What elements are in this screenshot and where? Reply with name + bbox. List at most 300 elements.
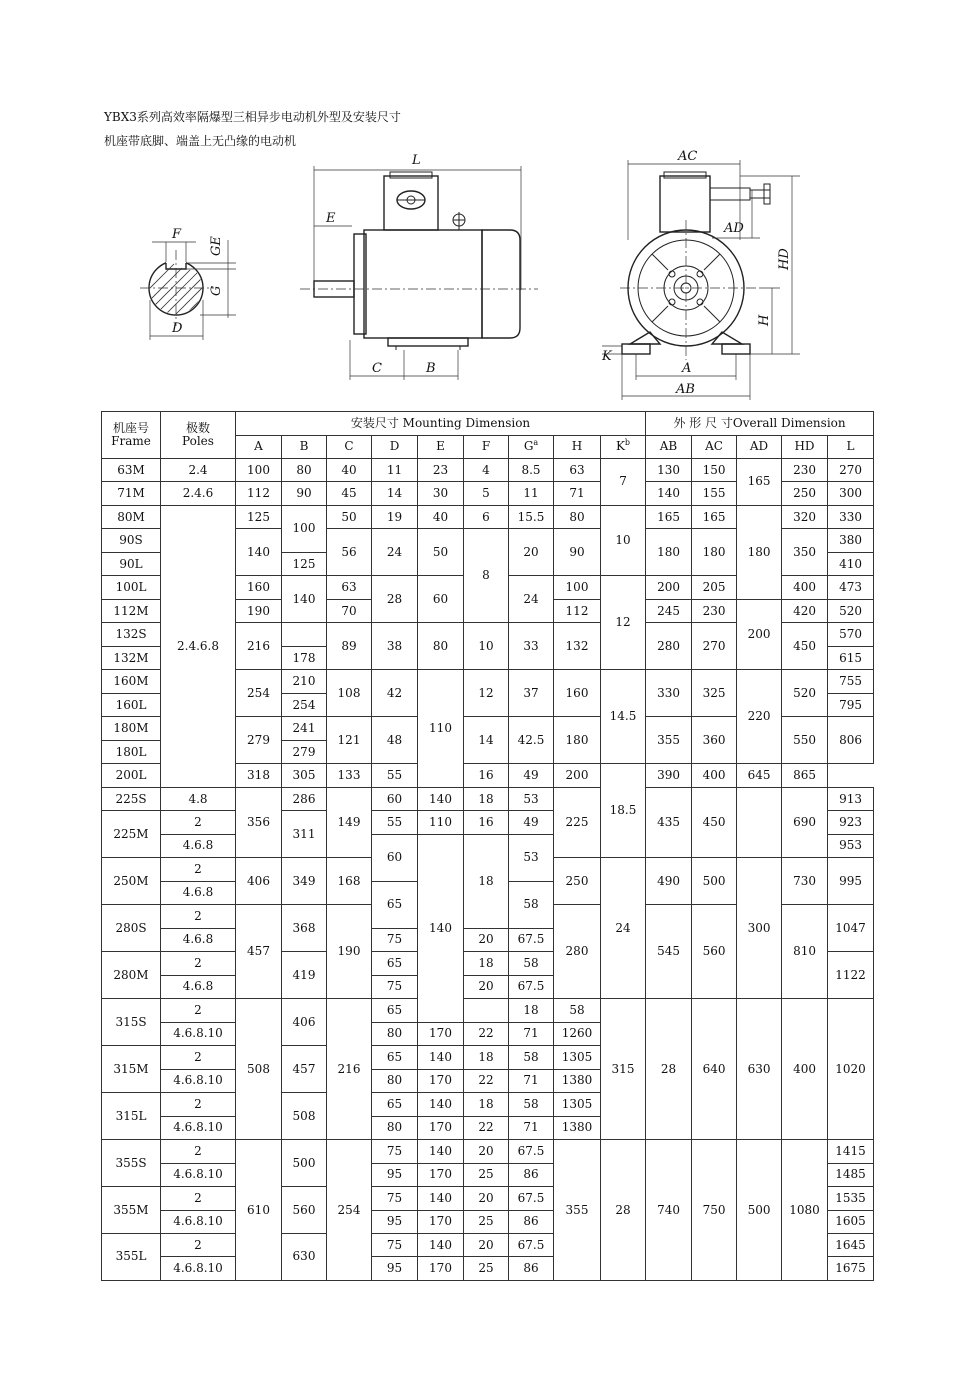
cell-L: 410 — [828, 552, 874, 575]
cell-H: 315 — [601, 999, 646, 1140]
cell-K: 28 — [646, 999, 692, 1140]
cell-D: 65 — [372, 1093, 418, 1116]
cell-B: 560 — [282, 1187, 327, 1234]
cell-AB: 140 — [646, 482, 692, 505]
cell-D: 65 — [372, 952, 418, 975]
cell-A: 160 — [236, 576, 282, 599]
col-header-G: $G^a$ — [509, 435, 554, 459]
cell-AC: 630 — [737, 999, 782, 1140]
cell-AD: 165 — [737, 459, 782, 506]
cell-D: 55 — [372, 764, 418, 787]
cell-D: 14 — [372, 482, 418, 505]
cell-poles: 4.6.8.10 — [161, 1210, 236, 1233]
cell-AC: 325 — [692, 670, 737, 717]
cell-F: 20 — [464, 928, 509, 951]
cell-B: 311 — [282, 811, 327, 858]
cell-F: 14 — [464, 717, 509, 764]
cell-frame: 90S — [102, 529, 161, 552]
cell-B: 368 — [282, 905, 327, 952]
cell-L: 1645 — [828, 1233, 874, 1256]
cell-poles: 2 — [161, 1046, 236, 1069]
col-header-B: B — [282, 435, 327, 459]
cell-frame: 200L — [102, 764, 161, 787]
cell-L: 995 — [828, 858, 874, 905]
cell-H: 160 — [554, 670, 601, 717]
cell-G: 53 — [509, 787, 554, 810]
cell-AC: 270 — [692, 623, 737, 670]
cell-L: 570 — [828, 623, 874, 646]
cell-C: 121 — [327, 717, 372, 764]
cell-F: 6 — [464, 505, 509, 528]
cell-E: 140 — [418, 1187, 464, 1210]
cell-H: 355 — [554, 1140, 601, 1281]
cell-F: 18 — [464, 1093, 509, 1116]
cell-D: 95 — [372, 1210, 418, 1233]
cell-G: 67.5 — [509, 1233, 554, 1256]
cell-HD: 550 — [782, 717, 828, 764]
dim-label-AD: AD — [724, 221, 744, 236]
cell-HD: 1020 — [828, 999, 874, 1140]
cell-B: 349 — [282, 858, 327, 905]
cell-B: 90 — [282, 482, 327, 505]
cell-L: 1047 — [828, 905, 874, 952]
cell-H: 71 — [554, 482, 601, 505]
cell-E: 140 — [418, 1140, 464, 1163]
cell-poles: 4.6.8.10 — [161, 1069, 236, 1092]
cell-G: 58 — [509, 952, 554, 975]
cell-F: 5 — [464, 482, 509, 505]
dim-label-GE: GE — [209, 236, 224, 256]
cell-AC: 155 — [692, 482, 737, 505]
cell-AB: 545 — [646, 905, 692, 999]
cell-G: 86 — [509, 1257, 554, 1281]
table-row — [102, 999, 874, 1022]
table-row — [102, 505, 874, 528]
cell-B: 80 — [282, 459, 327, 482]
cell-D: 55 — [372, 811, 418, 834]
cell-AB: 180 — [646, 529, 692, 576]
cell-C: 216 — [327, 999, 372, 1140]
cell-E: 140 — [418, 1046, 464, 1069]
cell-A: 406 — [236, 858, 282, 905]
cell-AD — [737, 787, 782, 857]
dim-label-L: L — [412, 153, 421, 168]
cell-F: 20 — [464, 975, 509, 998]
cell-E — [464, 999, 509, 1022]
cell-K: 24 — [601, 858, 646, 999]
cell-D: 65 — [372, 1046, 418, 1069]
cell-frame: 250M — [102, 858, 161, 905]
cell-E: 140 — [418, 1093, 464, 1116]
cell-F: 4 — [464, 459, 509, 482]
dim-label-E: E — [326, 211, 336, 226]
cell-AC: 560 — [692, 905, 737, 999]
cell-A: 457 — [236, 905, 282, 999]
cell-poles: 2 — [161, 1140, 236, 1163]
cell-F: 22 — [464, 1022, 509, 1045]
cell-D: 75 — [372, 1187, 418, 1210]
cell-F: 20 — [464, 1187, 509, 1210]
cell-L: 1305 — [554, 1046, 601, 1069]
cell-frame: 63M — [102, 459, 161, 482]
cell-D: 11 — [372, 459, 418, 482]
dim-label-HD: HD — [777, 248, 792, 270]
cell-AB: 640 — [692, 999, 737, 1140]
cell-D: 19 — [372, 505, 418, 528]
cell-F: 10 — [464, 623, 509, 670]
cell-frame: 315L — [102, 1093, 161, 1140]
cell-poles: 2 — [161, 1233, 236, 1256]
cell-D: 75 — [372, 1233, 418, 1256]
cell-A: 216 — [236, 623, 282, 670]
cell-G: 71 — [509, 1069, 554, 1092]
cell-C: 40 — [327, 459, 372, 482]
col-header-AC: AC — [692, 435, 737, 459]
cell-A: 140 — [236, 529, 282, 576]
cell-H: 100 — [554, 576, 601, 599]
cell-H: 132 — [554, 623, 601, 670]
cell-D: 65 — [372, 999, 418, 1022]
cell-C: 70 — [327, 599, 372, 622]
cell-frame: 355L — [102, 1233, 161, 1280]
dim-label-K: K — [602, 349, 612, 364]
cell-E: 80 — [418, 623, 464, 670]
cell-F: 18 — [464, 787, 509, 810]
cell-F: 8 — [464, 529, 509, 623]
cell-B: 508 — [282, 1093, 327, 1140]
col-header-E: E — [418, 435, 464, 459]
col-header-F: F — [464, 435, 509, 459]
cell-G: 53 — [509, 834, 554, 881]
cell-AC: 165 — [692, 505, 737, 528]
header-overall-dimension: 外 形 尺 寸Overall Dimension — [646, 412, 874, 436]
cell-F: 16 — [464, 764, 509, 787]
cell-E: 60 — [418, 576, 464, 623]
cell-L: 1675 — [828, 1257, 874, 1281]
cell-AB: 740 — [646, 1140, 692, 1281]
cell-C: 56 — [327, 529, 372, 576]
cell-B: 254 — [282, 693, 327, 716]
cell-G: 67.5 — [509, 928, 554, 951]
cell-A: 508 — [236, 999, 282, 1140]
cell-poles: 2 — [161, 1093, 236, 1116]
cell-E: 110 — [418, 670, 464, 787]
cell-G: 86 — [509, 1210, 554, 1233]
cell-L: 953 — [828, 834, 874, 857]
cell-frame: 132M — [102, 646, 161, 669]
cell-poles: 2.4.6.8 — [161, 505, 236, 787]
cell-poles: 2 — [161, 858, 236, 881]
cell-L: 1122 — [828, 952, 874, 999]
cell-HD: 230 — [782, 459, 828, 482]
cell-G: 15.5 — [509, 505, 554, 528]
cell-AC: 500 — [692, 858, 737, 905]
cell-D: 95 — [372, 1257, 418, 1281]
cell-L: 923 — [828, 811, 874, 834]
cell-B: 210 — [282, 670, 327, 693]
cell-frame: 71M — [102, 482, 161, 505]
cell-H: 63 — [554, 459, 601, 482]
cell-H: 90 — [554, 529, 601, 576]
cell-D: 42 — [372, 670, 418, 717]
cell-L: 795 — [828, 693, 874, 716]
dim-label-F: F — [172, 227, 182, 242]
cell-AD: 220 — [737, 670, 782, 764]
document-subtitle: 机座带底脚、端盖上无凸缘的电动机 — [104, 134, 297, 148]
cell-G: 67.5 — [509, 1187, 554, 1210]
cell-AC: 400 — [692, 764, 737, 787]
cell-B: 125 — [282, 552, 327, 575]
cell-poles: 4.8 — [161, 787, 236, 810]
col-header-L: L — [828, 435, 874, 459]
cell-AC: 360 — [692, 717, 737, 764]
dim-label-B: B — [426, 361, 436, 376]
cell-frame: 80M — [102, 505, 161, 528]
cell-L: 913 — [828, 787, 874, 810]
dim-label-AC: AC — [678, 149, 698, 164]
cell-F: 25 — [464, 1210, 509, 1233]
cell-poles: 4.6.8.10 — [161, 1022, 236, 1045]
cell-E: 30 — [418, 482, 464, 505]
cell-D: 75 — [372, 975, 418, 998]
cell-K: 18.5 — [601, 764, 646, 858]
cell-L: 1605 — [828, 1210, 874, 1233]
cell-K: 12 — [601, 576, 646, 670]
shaft-section-view — [124, 227, 236, 340]
cell-L: 300 — [828, 482, 874, 505]
cell-HD: 690 — [782, 787, 828, 857]
cell-L: 330 — [828, 505, 874, 528]
cell-A: 125 — [236, 505, 282, 528]
cell-B: 279 — [282, 740, 327, 763]
table-body — [102, 459, 874, 1281]
cell-H: 225 — [554, 787, 601, 857]
cell-frame: 315S — [102, 999, 161, 1046]
cell-L: 1305 — [554, 1093, 601, 1116]
cell-F: 22 — [464, 1069, 509, 1092]
cell-AC: 150 — [692, 459, 737, 482]
cell-L: 1260 — [554, 1022, 601, 1045]
cell-E: 140 — [418, 1233, 464, 1256]
cell-AB: 165 — [646, 505, 692, 528]
cell-poles: 2 — [161, 999, 236, 1022]
cell-G: 71 — [509, 1116, 554, 1139]
cell-B: 178 — [282, 646, 327, 669]
header-poles: 极数 Poles — [161, 412, 236, 459]
cell-HD: 730 — [782, 858, 828, 905]
cell-C: 133 — [327, 764, 372, 787]
cell-C: 45 — [327, 482, 372, 505]
dim-label-C: C — [372, 361, 382, 376]
cell-F: 20 — [464, 1233, 509, 1256]
cell-G: 71 — [509, 1022, 554, 1045]
cell-B: 286 — [282, 787, 327, 810]
cell-A: 318 — [236, 764, 282, 787]
cell-AD: 200 — [737, 599, 782, 669]
cell-HD: 420 — [782, 599, 828, 622]
col-header-HD: HD — [782, 435, 828, 459]
cell-L: 806 — [828, 717, 874, 764]
cell-frame: 132S — [102, 623, 161, 646]
cell-F: 12 — [464, 670, 509, 717]
cell-frame: 90L — [102, 552, 161, 575]
cell-C: 254 — [327, 1140, 372, 1281]
cell-poles: 2 — [161, 952, 236, 975]
cell-AB: 245 — [646, 599, 692, 622]
cell-E: 170 — [418, 1210, 464, 1233]
cell-D: 38 — [372, 623, 418, 670]
cell-G: 11 — [509, 482, 554, 505]
header-mounting-dimension: 安装尺寸 Mounting Dimension — [236, 412, 646, 436]
cell-L: 520 — [828, 599, 874, 622]
cell-H: 80 — [554, 505, 601, 528]
cell-AB: 330 — [646, 670, 692, 717]
cell-HD: 810 — [782, 905, 828, 999]
cell-A: 356 — [236, 787, 282, 857]
cell-E: 40 — [418, 505, 464, 528]
dim-label-G: G — [209, 285, 224, 296]
cell-AD: 180 — [737, 505, 782, 599]
cell-poles: 4.6.8 — [161, 834, 236, 857]
cell-F: 18 — [464, 834, 509, 928]
cell-L: 755 — [828, 670, 874, 693]
cell-G: 42.5 — [509, 717, 554, 764]
cell-L: 1485 — [828, 1163, 874, 1186]
cell-frame: 355M — [102, 1187, 161, 1234]
cell-D: 48 — [372, 717, 418, 764]
cell-G: 58 — [509, 1093, 554, 1116]
cell-G: 49 — [509, 811, 554, 834]
cell-D: 80 — [372, 1022, 418, 1045]
cell-E: 170 — [418, 1257, 464, 1281]
dimension-table — [101, 411, 874, 1281]
cell-G: 37 — [509, 670, 554, 717]
cell-AC: 205 — [692, 576, 737, 599]
cell-B: 406 — [282, 999, 327, 1046]
cell-B: 457 — [282, 1046, 327, 1093]
cell-AB: 280 — [646, 623, 692, 670]
cell-G: 8.5 — [509, 459, 554, 482]
cell-F: 25 — [464, 1163, 509, 1186]
cell-B: 419 — [282, 952, 327, 999]
cell-frame: 160M — [102, 670, 161, 693]
cell-AD: 500 — [737, 1140, 782, 1281]
cell-AD: 300 — [737, 858, 782, 999]
cell-frame: 315M — [102, 1046, 161, 1093]
dim-label-D: D — [172, 321, 183, 336]
cell-E: 23 — [418, 459, 464, 482]
cell-H: 180 — [554, 717, 601, 764]
cell-A: 254 — [236, 670, 282, 717]
cell-poles: 4.6.8.10 — [161, 1116, 236, 1139]
cell-L: 473 — [828, 576, 874, 599]
cell-HD: 400 — [782, 576, 828, 599]
cell-L: 1415 — [828, 1140, 874, 1163]
cell-AC: 750 — [692, 1140, 737, 1281]
cell-B: 241 — [282, 717, 327, 740]
cell-frame: 180M — [102, 717, 161, 740]
cell-L: 270 — [828, 459, 874, 482]
cell-E: 170 — [418, 1163, 464, 1186]
cell-L: 865 — [782, 764, 828, 787]
document-title: YBX3系列高效率隔爆型三相异步电动机外型及安装尺寸 — [104, 110, 401, 124]
cell-G: 49 — [509, 764, 554, 787]
cell-G: 58 — [554, 999, 601, 1022]
cell-poles: 4.6.8 — [161, 881, 236, 904]
cell-poles: 2 — [161, 811, 236, 834]
cell-D: 60 — [372, 787, 418, 810]
cell-poles: 4.6.8.10 — [161, 1163, 236, 1186]
cell-D: 28 — [372, 576, 418, 623]
cell-G: 24 — [509, 576, 554, 623]
cell-AB: 355 — [646, 717, 692, 764]
col-header-H: H — [554, 435, 601, 459]
cell-D: 80 — [372, 1116, 418, 1139]
cell-poles: 2 — [161, 1187, 236, 1210]
cell-HD: 520 — [782, 670, 828, 717]
cell-E: 140 — [418, 834, 464, 1022]
cell-C: 63 — [327, 576, 372, 599]
cell-B: 140 — [282, 576, 327, 623]
cell-F: 16 — [464, 811, 509, 834]
cell-F: 25 — [464, 1257, 509, 1281]
cell-B: 630 — [282, 1233, 327, 1280]
cell-poles: 4.6.8 — [161, 928, 236, 951]
cell-G: 33 — [509, 623, 554, 670]
cell-D: 80 — [372, 1069, 418, 1092]
cell-B: 305 — [282, 764, 327, 787]
cell-frame: 280M — [102, 952, 161, 999]
cell-E: 50 — [418, 529, 464, 576]
cell-D: 24 — [372, 529, 418, 576]
cell-C: 108 — [327, 670, 372, 717]
cell-D: 95 — [372, 1163, 418, 1186]
cell-F: 18 — [464, 952, 509, 975]
cell-frame: 180L — [102, 740, 161, 763]
cell-G: 67.5 — [509, 975, 554, 998]
cell-AB: 200 — [646, 576, 692, 599]
cell-E: 170 — [418, 1116, 464, 1139]
col-header-AD: AD — [737, 435, 782, 459]
cell-G: 58 — [509, 1046, 554, 1069]
cell-B — [282, 623, 327, 646]
col-header-A: A — [236, 435, 282, 459]
cell-A: 100 — [236, 459, 282, 482]
motor-side-view — [300, 153, 538, 380]
cell-F: 18 — [464, 1046, 509, 1069]
cell-D: 60 — [372, 834, 418, 881]
cell-G: 67.5 — [509, 1140, 554, 1163]
cell-frame: 160L — [102, 693, 161, 716]
cell-AB: 435 — [646, 787, 692, 857]
cell-A: 610 — [236, 1140, 282, 1281]
dim-label-H: H — [757, 314, 772, 326]
cell-L: 380 — [828, 529, 874, 552]
cell-H: 250 — [554, 858, 601, 905]
cell-HD: 320 — [782, 505, 828, 528]
cell-C: 190 — [327, 905, 372, 999]
cell-K: 14.5 — [601, 670, 646, 764]
table-row — [102, 787, 874, 810]
cell-H: 112 — [554, 599, 601, 622]
cell-poles: 2 — [161, 905, 236, 928]
cell-L: 1535 — [828, 1187, 874, 1210]
cell-AC: 180 — [692, 529, 737, 576]
cell-HD: 250 — [782, 482, 828, 505]
cell-AB: 130 — [646, 459, 692, 482]
col-header-C: C — [327, 435, 372, 459]
cell-D: 75 — [372, 1140, 418, 1163]
